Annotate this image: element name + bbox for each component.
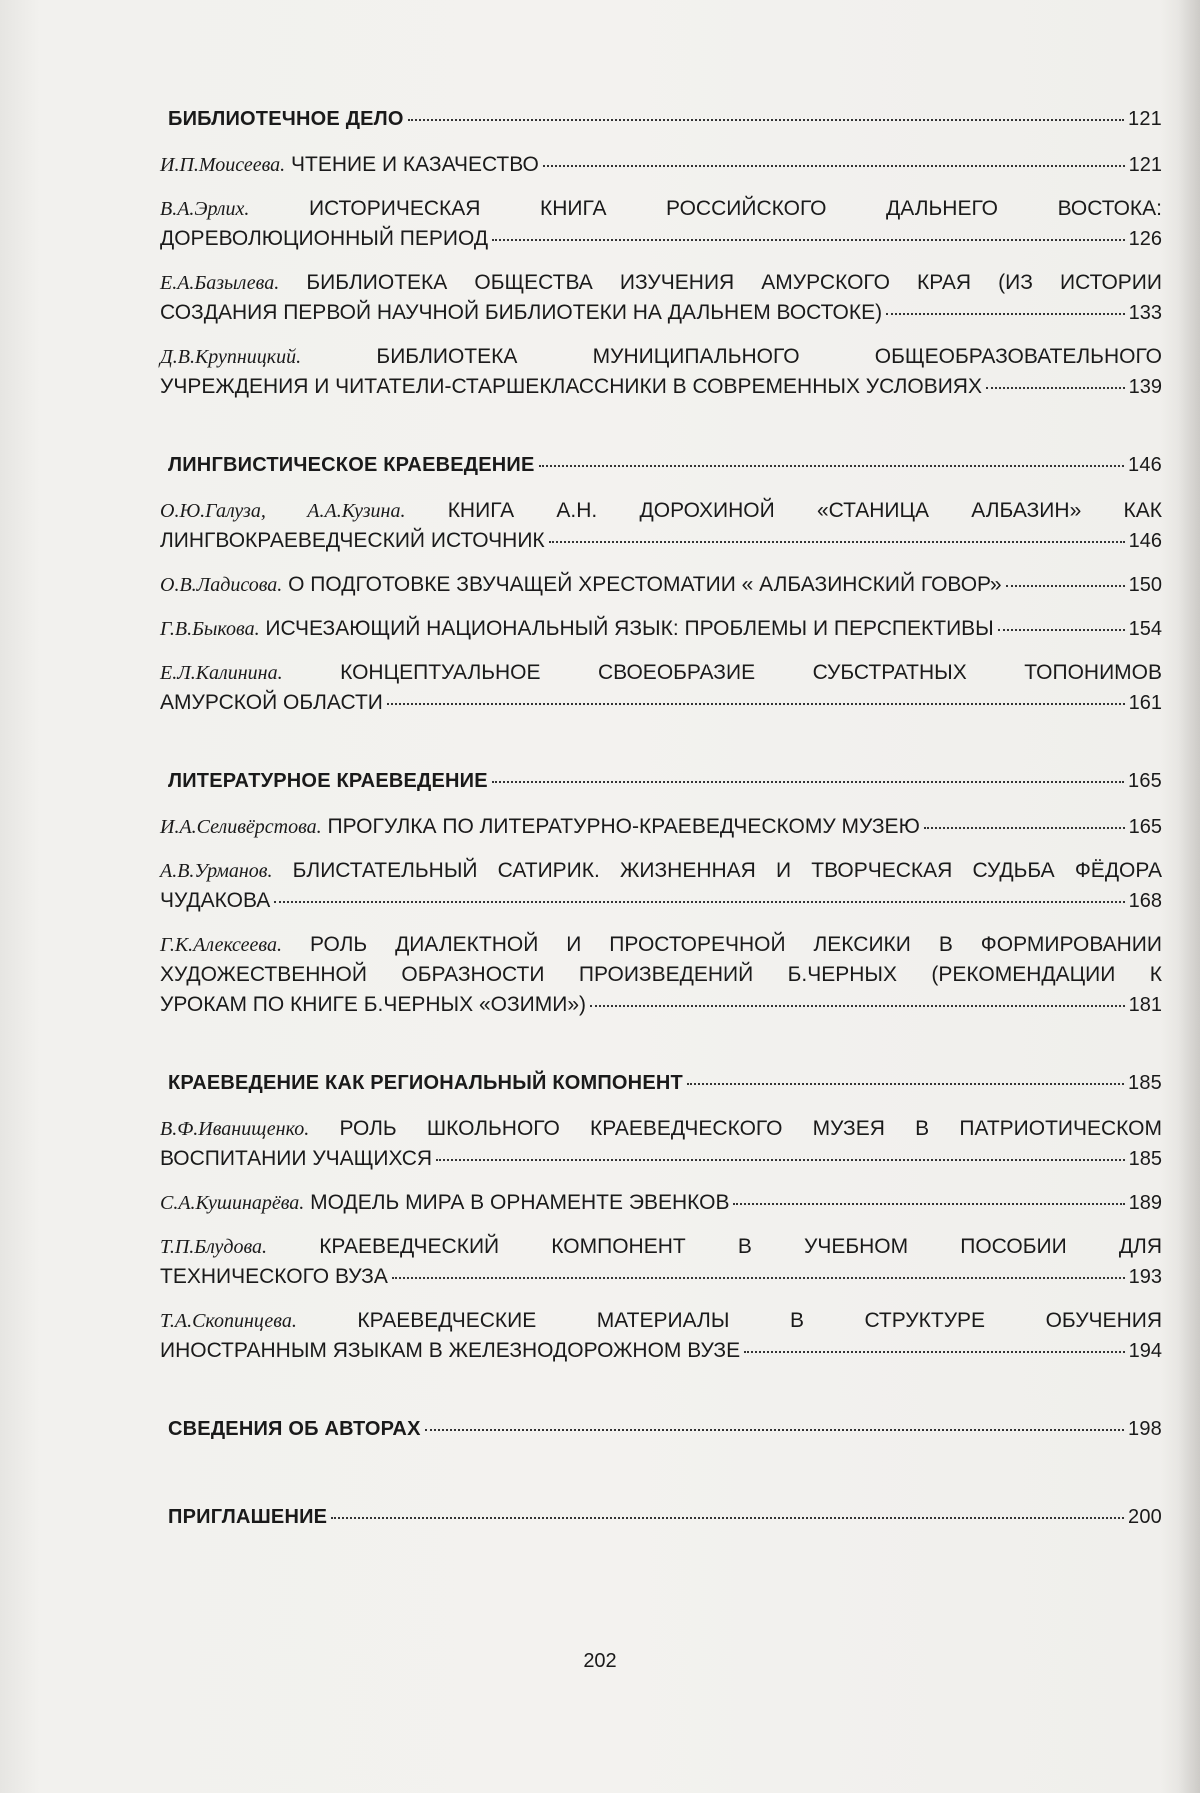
toc-entry — [160, 342, 1162, 402]
entry-line-last — [160, 1188, 1162, 1218]
entry-title-text: КНИГА А.Н. ДОРОХИНОЙ «СТАНИЦА АЛБАЗИН» КАК — [447, 499, 1162, 522]
dot-leader — [392, 1277, 1125, 1279]
entry-page-number: 146 — [1128, 530, 1162, 552]
section-title: СВЕДЕНИЯ ОБ АВТОРАХ — [168, 1418, 421, 1440]
section-page-number: 198 — [1128, 1418, 1162, 1440]
entry-line-last — [160, 298, 1162, 328]
dot-leader — [1006, 585, 1125, 587]
entry-title-text: ВОСПИТАНИИ УЧАЩИХСЯ — [160, 1147, 433, 1170]
toc-entry — [160, 496, 1162, 556]
entry-line — [160, 1306, 1162, 1336]
entry-line-last — [160, 1262, 1162, 1292]
toc-entry — [160, 658, 1162, 718]
entry-page-number: 161 — [1128, 692, 1162, 714]
entry-line — [160, 960, 1162, 990]
entry-title-text: ЧУДАКОВА — [160, 889, 271, 912]
entry-author: Г.В.Быкова. — [160, 618, 260, 640]
entry-title-text: БЛИСТАТЕЛЬНЫЙ САТИРИК. ЖИЗНЕННАЯ И ТВОРЧЕСКАЯ СУДЬБА ФЁДОРА — [292, 859, 1162, 882]
entry-title-text: БИБЛИОТЕКА ОБЩЕСТВА ИЗУЧЕНИЯ АМУРСКОГО КРАЯ (ИЗ ИСТОРИИ — [306, 271, 1162, 294]
entry-title-wrap — [160, 224, 488, 254]
entry-title-wrap — [160, 1188, 729, 1218]
entry-line-last — [160, 886, 1162, 916]
dot-leader — [408, 119, 1124, 121]
entry-title-wrap — [160, 1336, 740, 1366]
entry-line-last — [160, 570, 1162, 600]
entry-line — [160, 856, 1162, 886]
entry-title-text: ИСТОРИЧЕСКАЯ КНИГА РОССИЙСКОГО ДАЛЬНЕГО ВОСТОКА: — [308, 197, 1162, 220]
entry-line-last — [160, 150, 1162, 180]
dot-leader — [492, 239, 1125, 241]
toc-entry — [160, 856, 1162, 916]
entry-line-last — [160, 1336, 1162, 1366]
entry-page-number: 185 — [1128, 1148, 1162, 1170]
entry-title-text: КРАЕВЕДЧЕСКИЙ КОМПОНЕНТ В УЧЕБНОМ ПОСОБИИ ДЛЯ — [319, 1235, 1162, 1258]
entry-author: И.А.Селивёрстова. — [160, 816, 322, 838]
entry-page-number: 126 — [1128, 228, 1162, 250]
section-page-number: 121 — [1128, 108, 1162, 130]
entry-author: Т.П.Блудова. — [160, 1236, 268, 1258]
section-page-number: 185 — [1128, 1072, 1162, 1094]
entry-author: Т.А.Скопинцева. — [160, 1310, 297, 1332]
dot-leader — [986, 387, 1125, 389]
entry-page-number: 189 — [1128, 1192, 1162, 1214]
dot-leader — [492, 781, 1124, 783]
entry-title-text: ЧТЕНИЕ И КАЗАЧЕСТВО — [291, 153, 539, 176]
entry-author: Е.Л.Калинина. — [160, 662, 283, 684]
toc-entry — [160, 812, 1162, 842]
entry-gap — [160, 842, 1162, 856]
section-title: КРАЕВЕДЕНИЕ КАК РЕГИОНАЛЬНЫЙ КОМПОНЕНТ — [168, 1072, 683, 1094]
entry-title-text: О ПОДГОТОВКЕ ЗВУЧАЩЕЙ ХРЕСТОМАТИИ « АЛБАЗИНСКИЙ ГОВОР» — [288, 573, 1002, 596]
section-page-number: 146 — [1128, 454, 1162, 476]
entry-title-wrap — [160, 886, 270, 916]
toc-entry — [160, 194, 1162, 254]
entry-gap — [160, 254, 1162, 268]
section-title: БИБЛИОТЕЧНОЕ ДЕЛО — [168, 108, 404, 130]
entry-title-text: ХУДОЖЕСТВЕННОЙ ОБРАЗНОСТИ ПРОИЗВЕДЕНИЙ Б.ЧЕРНЫХ (РЕКОМЕНДАЦИИ К — [160, 963, 1162, 986]
dot-leader — [924, 827, 1125, 829]
entry-title-text: СОЗДАНИЯ ПЕРВОЙ НАУЧНОЙ БИБЛИОТЕКИ НА ДАЛЬНЕМ ВОСТОКЕ) — [160, 301, 883, 324]
entry-title-wrap — [160, 1144, 432, 1174]
dot-leader — [543, 165, 1125, 167]
entry-author: С.А.Кушинарёва. — [160, 1192, 305, 1214]
entry-line-last — [160, 224, 1162, 254]
entry-gap — [160, 328, 1162, 342]
entry-gap — [160, 180, 1162, 194]
entry-gap — [160, 1218, 1162, 1232]
dot-leader — [998, 629, 1125, 631]
toc-entry — [160, 268, 1162, 328]
entry-line-last — [160, 688, 1162, 718]
section-heading — [160, 1506, 1162, 1542]
entry-title-wrap — [160, 990, 586, 1020]
toc-entry — [160, 930, 1162, 1020]
section-gap — [160, 1366, 1162, 1418]
entry-title-text: БИБЛИОТЕКА МУНИЦИПАЛЬНОГО ОБЩЕОБРАЗОВАТЕЛЬНОГО — [376, 345, 1162, 368]
toc-entry — [160, 150, 1162, 180]
entry-title-wrap — [160, 614, 994, 644]
dot-leader — [436, 1159, 1125, 1161]
section-gap — [160, 1454, 1162, 1506]
section-heading — [160, 1418, 1162, 1454]
page-edge-shadow — [1178, 0, 1200, 1793]
entry-title-text: УЧРЕЖДЕНИЯ И ЧИТАТЕЛИ-СТАРШЕКЛАССНИКИ В СОВРЕМЕННЫХ УСЛОВИЯХ — [160, 375, 982, 398]
toc-entry — [160, 1188, 1162, 1218]
entry-title-text: МОДЕЛЬ МИРА В ОРНАМЕНТЕ ЭВЕНКОВ — [310, 1191, 730, 1214]
entry-title-text: ИНОСТРАННЫМ ЯЗЫКАМ В ЖЕЛЕЗНОДОРОЖНОМ ВУЗЕ — [160, 1339, 741, 1362]
section-page-number: 200 — [1128, 1506, 1162, 1528]
entry-gap — [160, 1292, 1162, 1306]
entry-title-text: РОЛЬ ШКОЛЬНОГО КРАЕВЕДЧЕСКОГО МУЗЕЯ В ПАТРИОТИЧЕСКОМ — [339, 1117, 1162, 1140]
entry-title-text: ТЕХНИЧЕСКОГО ВУЗА — [160, 1265, 388, 1288]
entry-title-wrap — [160, 298, 882, 328]
entry-title-wrap — [160, 688, 383, 718]
entry-title-text: КОНЦЕПТУАЛЬНОЕ СВОЕОБРАЗИЕ СУБСТРАТНЫХ ТОПОНИМОВ — [340, 661, 1162, 684]
entry-line-last — [160, 526, 1162, 556]
entry-title-wrap — [160, 526, 545, 556]
entry-line — [160, 194, 1162, 224]
entry-gap — [160, 556, 1162, 570]
entry-line-last — [160, 614, 1162, 644]
entry-page-number: 168 — [1128, 890, 1162, 912]
section-gap — [160, 402, 1162, 454]
entry-page-number: 133 — [1128, 302, 1162, 324]
entry-page-number: 139 — [1128, 376, 1162, 398]
dot-leader — [886, 313, 1125, 315]
entry-author: А.В.Урманов. — [160, 860, 273, 882]
dot-leader — [687, 1083, 1124, 1085]
toc-entry — [160, 1114, 1162, 1174]
entry-title-wrap — [160, 372, 982, 402]
entry-title-wrap — [160, 570, 1002, 600]
entry-title-text: ИСЧЕЗАЮЩИЙ НАЦИОНАЛЬНЫЙ ЯЗЫК: ПРОБЛЕМЫ И ПЕРСПЕКТИВЫ — [265, 617, 994, 640]
entry-line-last — [160, 372, 1162, 402]
entry-title-text: КРАЕВЕДЧЕСКИЕ МАТЕРИАЛЫ В СТРУКТУРЕ ОБУЧЕНИЯ — [357, 1309, 1162, 1332]
entry-gap — [160, 644, 1162, 658]
entry-title-text: УРОКАМ ПО КНИГЕ Б.ЧЕРНЫХ «ОЗИМИ») — [160, 993, 587, 1016]
entry-page-number: 181 — [1128, 994, 1162, 1016]
entry-line — [160, 1114, 1162, 1144]
entry-author: И.П.Моисеева. — [160, 154, 286, 176]
dot-leader — [590, 1005, 1125, 1007]
entry-gap — [160, 916, 1162, 930]
entry-line-last — [160, 1144, 1162, 1174]
section-title: ЛИТЕРАТУРНОЕ КРАЕВЕДЕНИЕ — [168, 770, 488, 792]
entry-page-number: 193 — [1128, 1266, 1162, 1288]
entry-line — [160, 1232, 1162, 1262]
entry-title-text: ДОРЕВОЛЮЦИОННЫЙ ПЕРИОД — [160, 227, 489, 250]
entry-author: В.Ф.Иванищенко. — [160, 1118, 310, 1140]
toc-entry — [160, 570, 1162, 600]
entry-line-last — [160, 990, 1162, 1020]
dot-leader — [274, 901, 1124, 903]
section-gap — [160, 718, 1162, 770]
entry-title-wrap — [160, 150, 539, 180]
entry-page-number: 165 — [1128, 816, 1162, 838]
entry-line — [160, 268, 1162, 298]
section-heading — [160, 454, 1162, 490]
dot-leader — [387, 703, 1125, 705]
section-page-number: 165 — [1128, 770, 1162, 792]
toc-entry — [160, 1306, 1162, 1366]
section-heading — [160, 108, 1162, 144]
entry-title-wrap — [160, 1262, 388, 1292]
table-of-contents — [160, 108, 1162, 1542]
entry-title-text: РОЛЬ ДИАЛЕКТНОЙ И ПРОСТОРЕЧНОЙ ЛЕКСИКИ В ФОРМИРОВАНИИ — [309, 933, 1162, 956]
entry-line — [160, 930, 1162, 960]
entry-line — [160, 342, 1162, 372]
entry-author: Е.А.Базылева. — [160, 272, 280, 294]
section-heading — [160, 1072, 1162, 1108]
dot-leader — [744, 1351, 1125, 1353]
entry-author: О.Ю.Галуза, А.А.Кузина. — [160, 500, 406, 522]
entry-author: Д.В.Крупницкий. — [160, 346, 302, 368]
dot-leader — [331, 1517, 1124, 1519]
entry-author: В.А.Эрлих. — [160, 198, 250, 220]
section-title: ЛИНГВИСТИЧЕСКОЕ КРАЕВЕДЕНИЕ — [168, 454, 535, 476]
page-number: 202 — [583, 1650, 617, 1672]
entry-gap — [160, 1174, 1162, 1188]
entry-page-number: 150 — [1128, 574, 1162, 596]
section-title: ПРИГЛАШЕНИЕ — [168, 1506, 328, 1528]
entry-author: О.В.Ладисова. — [160, 574, 283, 596]
toc-entry — [160, 1232, 1162, 1292]
entry-author: Г.К.Алексеева. — [160, 934, 282, 956]
section-heading — [160, 770, 1162, 806]
dot-leader — [549, 541, 1125, 543]
entry-page-number: 194 — [1128, 1340, 1162, 1362]
entry-page-number: 121 — [1128, 154, 1162, 176]
entry-title-wrap — [160, 812, 920, 842]
entry-line — [160, 496, 1162, 526]
entry-page-number: 154 — [1128, 618, 1162, 640]
entry-title-text: ПРОГУЛКА ПО ЛИТЕРАТУРНО-КРАЕВЕДЧЕСКОМУ МУЗЕЮ — [327, 815, 920, 838]
entry-line — [160, 658, 1162, 688]
dot-leader — [425, 1429, 1124, 1431]
entry-title-text: АМУРСКОЙ ОБЛАСТИ — [160, 691, 383, 714]
entry-title-text: ЛИНГВОКРАЕВЕДЧЕСКИЙ ИСТОЧНИК — [160, 529, 545, 552]
dot-leader — [733, 1203, 1124, 1205]
entry-gap — [160, 600, 1162, 614]
entry-line-last — [160, 812, 1162, 842]
dot-leader — [539, 465, 1124, 467]
section-gap — [160, 1020, 1162, 1072]
toc-entry — [160, 614, 1162, 644]
